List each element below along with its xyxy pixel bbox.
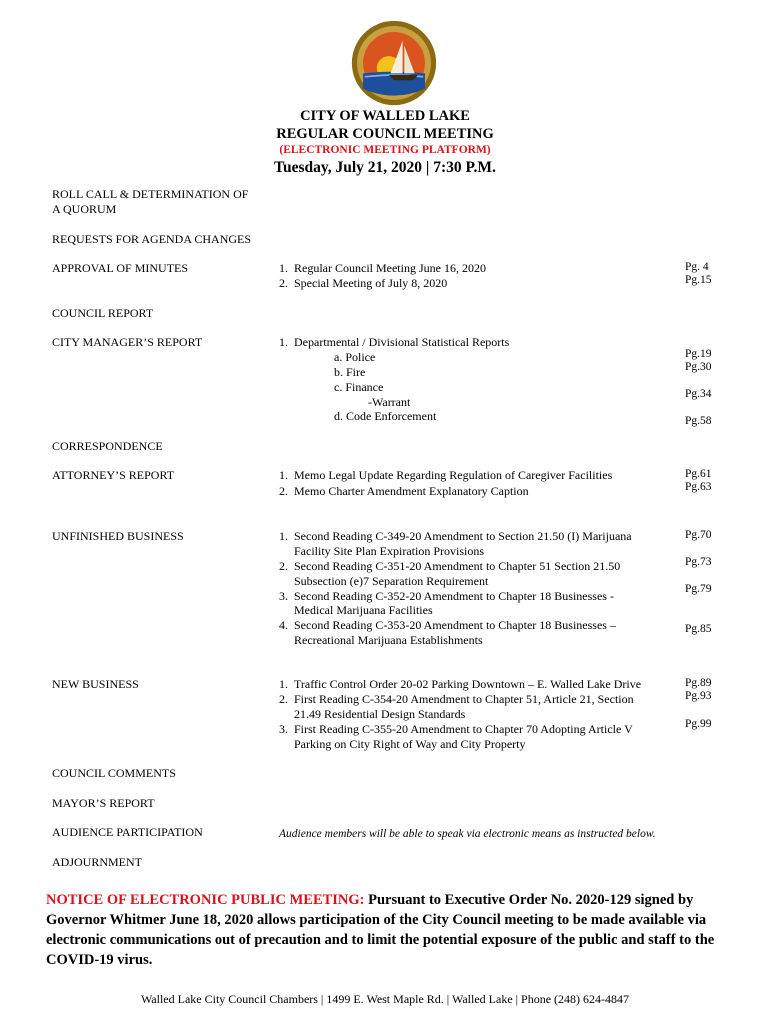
list-item-cont: Recreational Marijuana Establishments bbox=[294, 633, 483, 647]
list-item-number: 1. bbox=[279, 529, 288, 543]
list-item: Second Reading C-349-20 Amendment to Section 21.50 (I) Marijuana bbox=[294, 529, 632, 543]
section-council-comments: COUNCIL COMMENTS bbox=[52, 766, 176, 780]
list-item: Traffic Control Order 20-02 Parking Downtown – E. Walled Lake Drive bbox=[294, 677, 642, 691]
list-item-cont: Subsection (e)7 Separation Requirement bbox=[294, 574, 489, 588]
electronic-meeting-notice bbox=[46, 890, 736, 970]
page-ref: Pg. 4 bbox=[685, 261, 709, 273]
page-ref: Pg.19 bbox=[685, 348, 712, 360]
list-item: First Reading C-354-20 Amendment to Chapter 51, Article 21, Section bbox=[294, 692, 634, 706]
page-ref: Pg.15 bbox=[685, 274, 712, 286]
sub-item: d. Code Enforcement bbox=[334, 409, 437, 423]
notice-body: Pursuant to Executive Order No. 2020-129 signed by Governor Whitmer June 18, 2020 allows participation of the City Council meeting to be made available via electronic communications out of precaution and to limit the potential exposure of the public and staff to the COVID-19 virus. bbox=[46, 892, 715, 968]
list-item-number: 1. bbox=[279, 468, 288, 482]
section-requests: REQUESTS FOR AGENDA CHANGES bbox=[52, 232, 252, 246]
sub-item: c. Finance bbox=[334, 380, 384, 394]
list-item-cont: Medical Marijuana Facilities bbox=[294, 603, 433, 617]
list-item-number: 2. bbox=[279, 559, 288, 573]
list-item: Memo Legal Update Regarding Regulation of Caregiver Facilities bbox=[294, 468, 613, 482]
list-item-cont: Parking on City Right of Way and City Property bbox=[294, 737, 526, 751]
page-ref: Pg.70 bbox=[685, 529, 712, 541]
list-item-number: 4. bbox=[279, 618, 288, 632]
section-unfinished: UNFINISHED BUSINESS bbox=[52, 529, 184, 543]
section-council-report: COUNCIL REPORT bbox=[52, 306, 154, 320]
section-adjournment: ADJOURNMENT bbox=[52, 855, 142, 869]
list-item: Special Meeting of July 8, 2020 bbox=[294, 276, 448, 290]
page-ref: Pg.61 bbox=[685, 468, 712, 480]
list-item-number: 3. bbox=[279, 722, 288, 736]
list-item-cont: Facility Site Plan Expiration Provisions bbox=[294, 544, 484, 558]
sub-item: a. Police bbox=[334, 350, 376, 364]
list-item-cont: 21.49 Residential Design Standards bbox=[294, 707, 466, 721]
city-seal-sailboat-icon bbox=[351, 20, 437, 106]
page-ref: Pg.30 bbox=[685, 361, 712, 373]
list-item: Second Reading C-352-20 Amendment to Chapter 18 Businesses - bbox=[294, 589, 614, 603]
section-minutes: APPROVAL OF MINUTES bbox=[52, 261, 189, 275]
section-audience: AUDIENCE PARTICIPATION bbox=[52, 825, 203, 839]
list-item-number: 2. bbox=[279, 484, 288, 498]
page-ref: Pg.79 bbox=[685, 583, 712, 595]
page-ref: Pg.99 bbox=[685, 718, 712, 730]
section-new-business: NEW BUSINESS bbox=[52, 677, 139, 691]
list-item: Departmental / Divisional Statistical Reports bbox=[294, 335, 510, 349]
section-city-manager: CITY MANAGER’S REPORT bbox=[52, 335, 203, 349]
list-item: Memo Charter Amendment Explanatory Caption bbox=[294, 484, 529, 498]
page-ref: Pg.85 bbox=[685, 623, 712, 635]
list-item: Regular Council Meeting June 16, 2020 bbox=[294, 261, 486, 275]
list-item-number: 1. bbox=[279, 677, 288, 691]
footer-address: Walled Lake City Council Chambers | 1499 E. West Maple Rd. | Walled Lake | Phone (248) 624-4847 bbox=[140, 992, 630, 1006]
page-ref: Pg.63 bbox=[685, 481, 712, 493]
section-attorney: ATTORNEY’S REPORT bbox=[52, 468, 175, 482]
sub-item: -Warrant bbox=[368, 395, 411, 409]
sub-item: b. Fire bbox=[334, 365, 366, 379]
page-ref: Pg.93 bbox=[685, 690, 712, 702]
list-item-number: 1. bbox=[279, 335, 288, 349]
list-item-number: 3. bbox=[279, 589, 288, 603]
list-item: Second Reading C-351-20 Amendment to Chapter 51 Section 21.50 bbox=[294, 559, 621, 573]
section-mayor: MAYOR’S REPORT bbox=[52, 796, 155, 810]
list-item-number: 2. bbox=[279, 276, 288, 290]
list-item: First Reading C-355-20 Amendment to Chapter 70 Adopting Article V bbox=[294, 722, 633, 736]
audience-note: Audience members will be able to speak via electronic means as instructed below. bbox=[279, 828, 656, 840]
section-roll-call-cont: A QUORUM bbox=[52, 202, 117, 216]
section-correspondence: CORRESPONDENCE bbox=[52, 439, 163, 453]
city-title: CITY OF WALLED LAKE bbox=[300, 108, 470, 124]
meeting-platform: (ELECTRONIC MEETING PLATFORM) bbox=[279, 144, 491, 156]
page-ref: Pg.34 bbox=[685, 388, 712, 400]
meeting-title: REGULAR COUNCIL MEETING bbox=[276, 126, 494, 142]
list-item-number: 2. bbox=[279, 692, 288, 706]
list-item-number: 1. bbox=[279, 261, 288, 275]
meeting-date: Tuesday, July 21, 2020 | 7:30 P.M. bbox=[274, 159, 496, 176]
page-ref: Pg.89 bbox=[685, 677, 712, 689]
section-roll-call: ROLL CALL & DETERMINATION OF bbox=[52, 187, 249, 201]
list-item: Second Reading C-353-20 Amendment to Chapter 18 Businesses – bbox=[294, 618, 616, 632]
notice-lead: NOTICE OF ELECTRONIC PUBLIC MEETING: bbox=[46, 892, 365, 908]
page-ref: Pg.73 bbox=[685, 556, 712, 568]
page-ref: Pg.58 bbox=[685, 415, 712, 427]
